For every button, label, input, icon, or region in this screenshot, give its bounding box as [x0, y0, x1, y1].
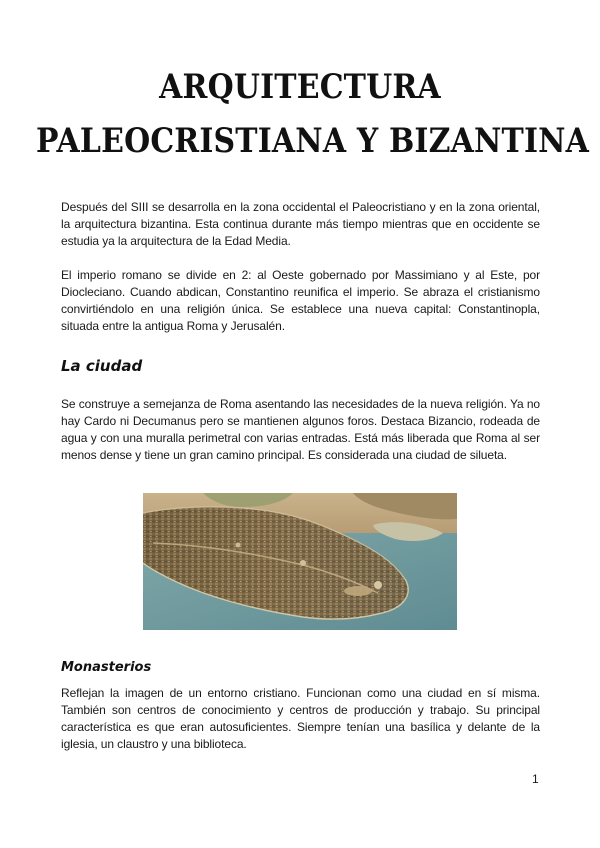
- title-line-1: ARQUITECTURA: [159, 67, 441, 107]
- intro-paragraph-2: El imperio romano se divide en 2: al Oeste gobernado por Massimiano y al Este, por Diocleciano. Cuando abdican, Constantino reunifica el imperio. Se abraza el cristianismo convirtiéndolo en una religión única. Se establece una nueva capital: Constantinopla, situada entre la antigua Roma y Jerusalén.: [61, 268, 540, 333]
- ciudad-paragraph: Se construye a semejanza de Roma asentando las necesidades de la nueva religión. Ya no hay Cardo ni Decumanus pero se mantienen algunos foros. Destaca Bizancio, rodeada de agua y con una muralla perimetral con varias entradas. Está más liberada que Roma al ser menos dense y tiene un gran camino principal. Es considerada una ciudad de silueta.: [61, 397, 540, 462]
- intro-paragraph-1: Después del SIII se desarrolla en la zona occidental el Paleocristiano y en la zona oriental, la arquitectura bizantina. Esta continua durante más tiempo mientras que en occidente se estudia ya la arquitectura de la Edad Media.: [61, 200, 540, 248]
- title-line-2: PALEOCRISTIANA Y BIZANTINA: [36, 121, 590, 161]
- constantinople-aerial-image: [143, 493, 457, 630]
- document-title: [36, 60, 590, 168]
- page-number: 1: [532, 772, 539, 786]
- monasterios-paragraph: Reflejan la imagen de un entorno cristiano. Funcionan como una ciudad en sí misma. También son centros de conocimiento y centros de producción y trabajo. Su principal característica es que eran autosuficientes. Siempre tenían una basílica y delante de la iglesia, un claustro y una biblioteca.: [61, 686, 540, 751]
- section-heading-monasterios: Monasterios: [61, 660, 152, 675]
- section-heading-ciudad: La ciudad: [61, 357, 143, 375]
